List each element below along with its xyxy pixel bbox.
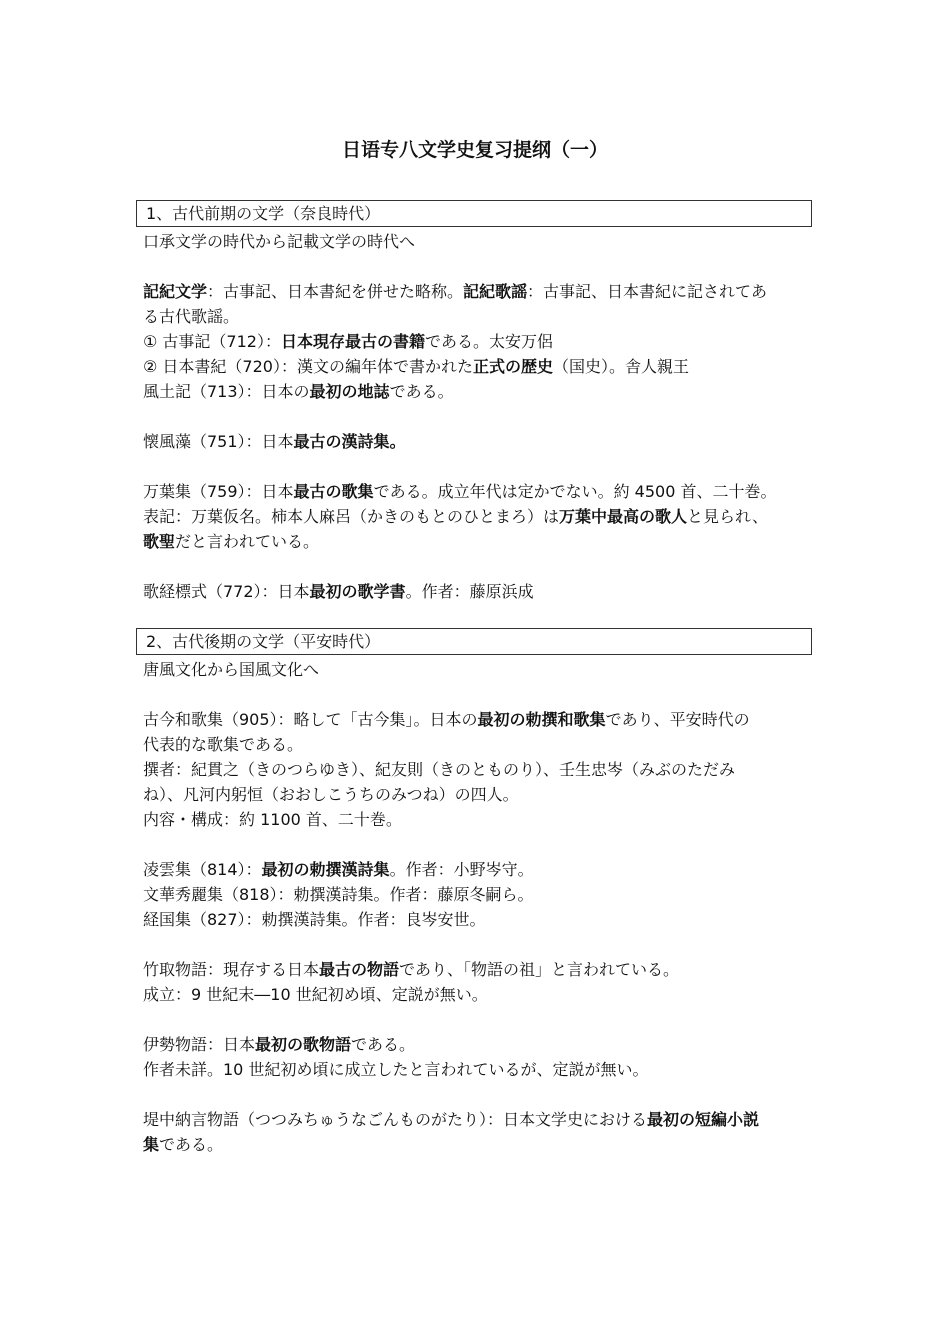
kakyo-line bbox=[143, 579, 823, 605]
section-1-heading-text: 1、古代前期の文学（奈良時代） bbox=[146, 204, 381, 223]
tsutsumi-line-2 bbox=[143, 1132, 823, 1158]
kasei-rest: だと言われている。 bbox=[175, 532, 320, 551]
shoki-rest: （国史）。舎人親王 bbox=[553, 357, 690, 376]
kiki-line-2: る古代歌謡。 bbox=[143, 307, 240, 326]
manyo-rest: である。成立年代は定かでない。約 4500 首、二十巻。 bbox=[373, 482, 777, 501]
kojiki-rest: である。太安万侶 bbox=[425, 332, 554, 351]
kokin-line-5: 内容・構成：約 1100 首、二十巻。 bbox=[143, 810, 402, 829]
ise-line-2: 作者未詳。10 世紀初め頃に成立したと言われているが、定説が無い。 bbox=[143, 1060, 649, 1079]
kokin-rest: であり、平安時代の bbox=[605, 710, 750, 729]
manyo-label: 万葉集（759）：日本 bbox=[143, 482, 294, 501]
fudoki-label: 風土記（713）：日本の bbox=[143, 382, 310, 401]
tsutsumi-line-1 bbox=[143, 1107, 823, 1133]
section-1-intro: 口承文学の時代から記載文学の時代へ bbox=[143, 232, 416, 251]
page-title: 日语专八文学史复习提纲（一） bbox=[341, 139, 608, 161]
section-1-heading bbox=[136, 200, 812, 227]
manyo-line-1 bbox=[143, 479, 823, 505]
shoki-line bbox=[143, 354, 823, 380]
ise-rest: である。 bbox=[351, 1035, 416, 1054]
kaifuso-line bbox=[143, 429, 823, 455]
tsutsumi-rest: である。 bbox=[159, 1135, 224, 1154]
section-2-heading bbox=[136, 628, 812, 655]
fudoki-rest: である。 bbox=[389, 382, 454, 401]
kakyo-label: 歌経標式（772）：日本 bbox=[143, 582, 310, 601]
ryoun-rest: 。作者：小野岑守。 bbox=[389, 860, 534, 879]
kokin-highlight: 最初の勅撰和歌集 bbox=[477, 710, 606, 729]
kiki-line-1 bbox=[143, 279, 823, 305]
taketori-rest: であり、「物語の祖」と言われている。 bbox=[399, 960, 680, 979]
manyo-notation: 表記：万葉仮名。柿本人麻呂（かきのもとのひとまろ）は bbox=[143, 507, 560, 526]
kaifuso-rest: 。 bbox=[389, 432, 406, 451]
tsutsumi-label: 堤中納言物語（つつみちゅうなごんものがたり）：日本文学史における bbox=[143, 1110, 648, 1129]
manyo-highlight: 最古の歌集 bbox=[293, 482, 374, 501]
taketori-label: 竹取物語：現存する日本 bbox=[143, 960, 320, 979]
ryoun-line bbox=[143, 857, 823, 883]
kakyo-rest: 。作者：藤原浜成 bbox=[405, 582, 534, 601]
kojiki-line bbox=[143, 329, 823, 355]
taketori-highlight: 最古の物語 bbox=[319, 960, 400, 979]
kakyo-highlight: 最初の歌学書 bbox=[309, 582, 406, 601]
kokin-line-1 bbox=[143, 707, 823, 733]
tsutsumi-highlight-end: 集 bbox=[143, 1135, 160, 1154]
kiki-term: 記紀文学 bbox=[143, 282, 208, 301]
ise-line-1 bbox=[143, 1032, 823, 1058]
manyo-line-2 bbox=[143, 504, 823, 530]
ryoun-label: 凌雲集（814）： bbox=[143, 860, 262, 879]
fudoki-highlight: 最初の地誌 bbox=[309, 382, 390, 401]
kokin-line-4: ね）、凡河内躬恒（おおしこうちのみつね）の四人。 bbox=[143, 785, 519, 804]
kaifuso-label: 懐風藻（751）：日本 bbox=[143, 432, 294, 451]
ise-highlight: 最初の歌物語 bbox=[255, 1035, 352, 1054]
taketori-line-2: 成立：9 世紀末―10 世紀初め頃、定説が無い。 bbox=[143, 985, 488, 1004]
kiki-def: ：古事記、日本書紀を併せた略称。 bbox=[207, 282, 464, 301]
taketori-line-1 bbox=[143, 957, 823, 983]
shoki-highlight: 正式の歴史 bbox=[472, 357, 553, 376]
fudoki-line bbox=[143, 379, 823, 405]
kojiki-label: ① 古事記（712）： bbox=[143, 332, 281, 351]
shoki-label: ② 日本書紀（720）：漢文の編年体で書かれた bbox=[143, 357, 473, 376]
tsutsumi-highlight: 最初の短編小説 bbox=[647, 1110, 760, 1129]
kiki-kayo-term: 記紀歌謡 bbox=[463, 282, 528, 301]
manyo-poet-rest: と見られ、 bbox=[687, 507, 768, 526]
kokin-label: 古今和歌集（905）：略して「古今集」。日本の bbox=[143, 710, 478, 729]
kokin-line-2: 代表的な歌集である。 bbox=[143, 735, 304, 754]
manyo-line-3 bbox=[143, 529, 823, 555]
section-2-heading-text: 2、古代後期の文学（平安時代） bbox=[146, 632, 381, 651]
bunka-line: 文華秀麗集（818）：勅撰漢詩集。作者：藤原冬嗣ら。 bbox=[143, 885, 534, 904]
manyo-poet-highlight: 万葉中最高の歌人 bbox=[559, 507, 688, 526]
kokin-line-3: 撰者：紀貫之（きのつらゆき）、紀友則（きのとものり）、壬生忠岑（みぶのただみ bbox=[143, 760, 736, 779]
kojiki-highlight: 日本現存最古の書籍 bbox=[280, 332, 425, 351]
ryoun-highlight: 最初の勅撰漢詩集 bbox=[261, 860, 390, 879]
keikoku-line: 経国集（827）：勅撰漢詩集。作者：良岑安世。 bbox=[143, 910, 486, 929]
kiki-kayo-def: ：古事記、日本書紀に記されてあ bbox=[527, 282, 768, 301]
ise-label: 伊勢物語：日本 bbox=[143, 1035, 256, 1054]
kasei-highlight: 歌聖 bbox=[143, 532, 176, 551]
kaifuso-highlight: 最古の漢詩集 bbox=[293, 432, 390, 451]
section-2-intro: 唐風文化から国風文化へ bbox=[143, 660, 320, 679]
